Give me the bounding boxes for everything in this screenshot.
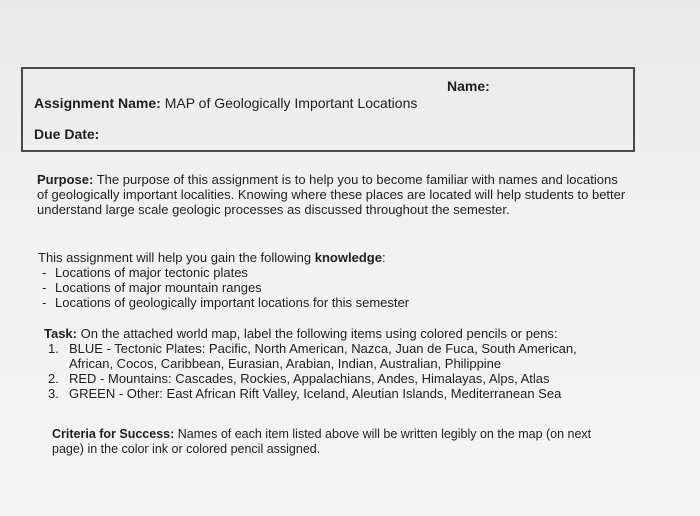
list-item-text: BLUE - Tectonic Plates: Pacific, North American, Nazca, Juan de Fuca, South American, African, Cocos, Caribbean, Eurasian, Arabian, Indian, Australian, Philippine <box>69 341 577 371</box>
list-number: 2. <box>48 371 59 386</box>
list-item <box>44 341 614 371</box>
list-item-text: GREEN - Other: East African Rift Valley, Iceland, Aleutian Islands, Mediterranean Sea <box>69 386 562 401</box>
task-section <box>44 326 614 401</box>
due-date-label: Due Date: <box>34 126 100 142</box>
task-intro <box>44 326 614 341</box>
list-number: 1. <box>48 341 59 356</box>
purpose-label: Purpose: <box>37 172 94 187</box>
assignment-name-label: Assignment Name: <box>34 95 161 111</box>
criteria-paragraph <box>52 427 612 457</box>
list-item: - Locations of major mountain ranges <box>38 280 538 295</box>
list-number: 3. <box>48 386 59 401</box>
knowledge-intro-text: This assignment will help you gain the following <box>38 250 315 265</box>
assignment-name-line <box>34 95 417 111</box>
list-item <box>44 371 614 386</box>
knowledge-intro <box>38 250 538 265</box>
list-item-text: RED - Mountains: Cascades, Rockies, Appalachians, Andes, Himalayas, Alps, Atlas <box>69 371 550 386</box>
knowledge-intro-end: : <box>381 250 386 265</box>
task-list <box>44 341 614 401</box>
task-label: Task: <box>44 326 77 341</box>
list-item: - Locations of major tectonic plates <box>38 265 538 280</box>
assignment-name-value: MAP of Geologically Important Locations <box>160 95 418 111</box>
criteria-label: Criteria for Success: <box>52 427 175 441</box>
knowledge-intro-bold: knowledge <box>314 250 382 265</box>
knowledge-list <box>38 265 538 310</box>
assignment-header-box <box>21 67 635 152</box>
criteria-text: Names of each item listed above will be written legibly on the map (on next page) in the color ink or colored pencil assigned. <box>52 427 592 456</box>
knowledge-section <box>38 250 538 310</box>
task-text: On the attached world map, label the following items using colored pencils or pens: <box>77 326 558 341</box>
purpose-text: The purpose of this assignment is to help you to become familiar with names and locations of geologically important localities. Knowing where these places are located will help students to better understand large scale geologic processes as discussed throughout the semester. <box>37 172 626 217</box>
purpose-paragraph <box>37 172 627 217</box>
name-label: Name: <box>447 78 490 94</box>
list-item <box>44 386 614 401</box>
list-item: - Locations of geologically important locations for this semester <box>38 295 538 310</box>
